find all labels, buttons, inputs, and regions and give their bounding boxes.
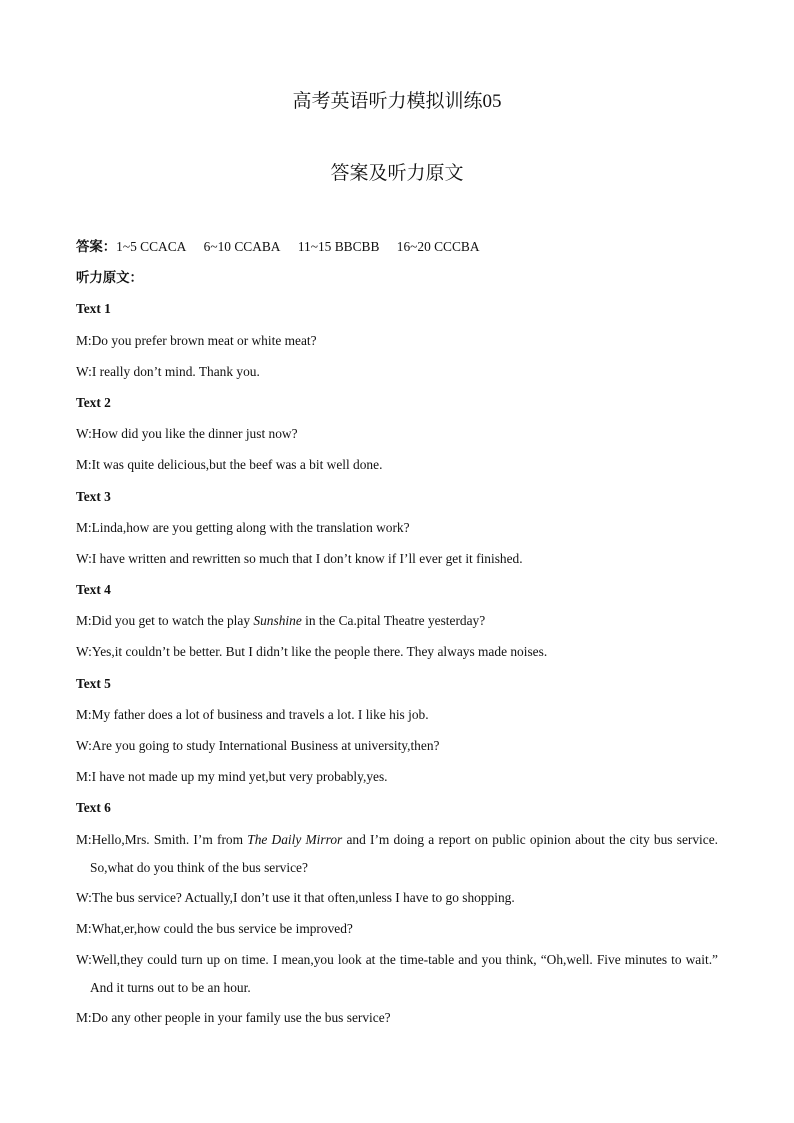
dialogue-text: M:Did you get to watch the play [76,613,254,629]
dialogue-line: M:My father does a lot of business and travels a lot. I like his job. [76,706,429,722]
dialogue-line: W:Are you going to study International Business at university,then? [76,738,440,753]
text-heading: Text 6 [76,800,111,816]
dialogue-line: M:It was quite delicious,but the beef was a bit well done. [76,457,383,473]
dialogue-line: M:Do any other people in your family use the bus service? [76,1009,391,1025]
text-heading: Text 4 [76,582,111,598]
dialogue-line [76,826,718,882]
page-subtitle: 答案及听力原文 [330,163,464,184]
dialogue-line: M:I have not made up my mind yet,but very probably,yes. [76,769,388,785]
dialogue-line: W:Well,they could turn up on time. I mean,you look at the time-table and you think, “Oh,well. Five minutes to wait.” And it turns out to be an hour. [76,951,718,995]
dialogue-line: W:Yes,it couldn’t be better. But I didn’t like the people there. They always made noises. [76,644,548,660]
text-heading: Text 3 [76,488,111,504]
dialogue-line: W:How did you like the dinner just now? [76,426,298,442]
text-heading: Text 5 [76,675,111,691]
answer-group: 11~15 BBCBB [297,239,380,254]
answer-label: 答案： [76,239,117,254]
text-heading: Text 1 [76,301,111,317]
answer-group: 6~10 CCABA [203,239,281,254]
page-title: 高考英语听力模拟训练05 [292,91,502,112]
dialogue-text: M:Hello,Mrs. Smith. I’m from [76,831,248,847]
play-title: Sunshine [253,613,302,629]
newspaper-title: The Daily Mirror [247,831,343,847]
answer-group: 16~20 CCCBA [396,239,480,254]
dialogue-text: and I’m doing a report on public opinion about the city bus service. So,what do you think of the bus service? [90,831,719,875]
answer-key [76,237,718,257]
dialogue-line: M:Do you prefer brown meat or white meat? [76,332,317,348]
document-body [76,237,718,1039]
dialogue-line: M:What,er,how could the bus service be improved? [76,920,353,936]
dialogue-line [76,611,718,631]
text-heading: Text 2 [76,394,111,410]
dialogue-line: M:Linda,how are you getting along with the translation work? [76,519,410,535]
transcript-label: 听力原文： [76,270,143,286]
dialogue-line: W:The bus service? Actually,I don’t use it that often,unless I have to go shopping. [76,889,515,905]
dialogue-line: W:I have written and rewritten so much that I don’t know if I’ll ever get it finished. [76,550,523,566]
dialogue-text: in the Ca.pital Theatre yesterday? [301,613,486,629]
dialogue-line: W:I really don’t mind. Thank you. [76,363,260,379]
answer-group: 1~5 CCACA [116,239,187,254]
